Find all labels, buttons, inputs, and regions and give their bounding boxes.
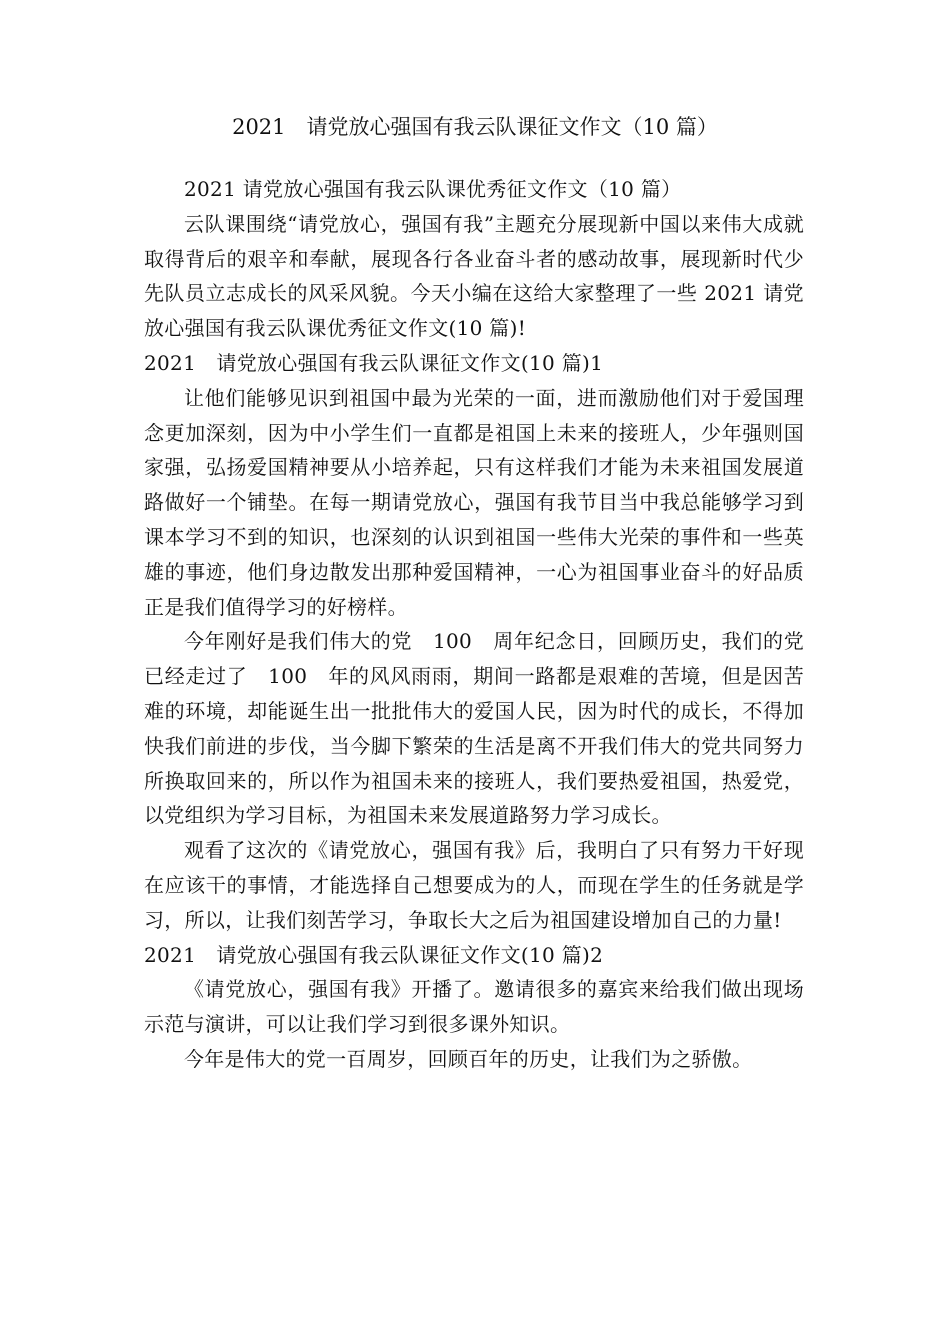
section-1-paragraph-3: 观看了这次的《请党放心，强国有我》后，我明白了只有努力干好现在应该干的事情，才能选择自己想要成为的人，而现在学生的任务就是学习，所以，让我们刻苦学习，争取长大之后为祖国建设增加自己的力量!	[144, 838, 804, 932]
section-2-paragraph-2: 今年是伟大的党一百周岁，回顾百年的历史，让我们为之骄傲。	[184, 1046, 753, 1071]
section-heading-2: 2021 请党放心强国有我云队课征文作文(10 篇)2	[144, 942, 604, 967]
document-title: 2021 请党放心强国有我云队课征文作文（10 篇）	[232, 115, 718, 139]
section-2-paragraph-1: 《请党放心，强国有我》开播了。邀请很多的嘉宾来给我们做出现场示范与演讲，可以让我们学习到很多课外知识。	[144, 977, 804, 1037]
section-1-paragraph-1: 让他们能够见识到祖国中最为光荣的一面，进而激励他们对于爱国理念更加深刻，因为中小学生们一直都是祖国上未来的接班人，少年强则国家强，弘扬爱国精神要从小培养起，只有这样我们才能为未来祖国发展道路做好一个铺垫。在每一期请党放心，强国有我节目当中我总能够学习到课本学习不到的知识，也深刻的认识到祖国一些伟大光荣的事件和一些英雄的事迹，他们身边散发出那种爱国精神，一心为祖国事业奋斗的好品质正是我们值得学习的好榜样。	[144, 385, 804, 619]
document-body	[144, 172, 804, 1077]
intro-paragraph: 云队课围绕“请党放心，强国有我”主题充分展现新中国以来伟大成就取得背后的艰辛和奉献，展现各行各业奋斗者的感动故事，展现新时代少先队员立志成长的风采风貌。今天小编在这给大家整理了一些 2021 请党放心强国有我云队课优秀征文作文(10 篇)!	[144, 211, 804, 341]
section-1-paragraph-2: 今年刚好是我们伟大的党 100 周年纪念日，回顾历史，我们的党已经走过了 100 年的风风雨雨，期间一路都是艰难的苦境，但是因苦难的环境，却能诞生出一批批伟大的爱国人民，因为时代的成长，不得加快我们前进的步伐，当今脚下繁荣的生活是离不开我们伟大的党共同努力所换取回来的，所以作为祖国未来的接班人，我们要热爱祖国，热爱党，以党组织为学习目标，为祖国未来发展道路努力学习成长。	[144, 629, 804, 828]
subtitle-paragraph: 2021 请党放心强国有我云队课优秀征文作文（10 篇）	[184, 177, 682, 201]
section-heading-1: 2021 请党放心强国有我云队课征文作文(10 篇)1	[144, 350, 604, 375]
